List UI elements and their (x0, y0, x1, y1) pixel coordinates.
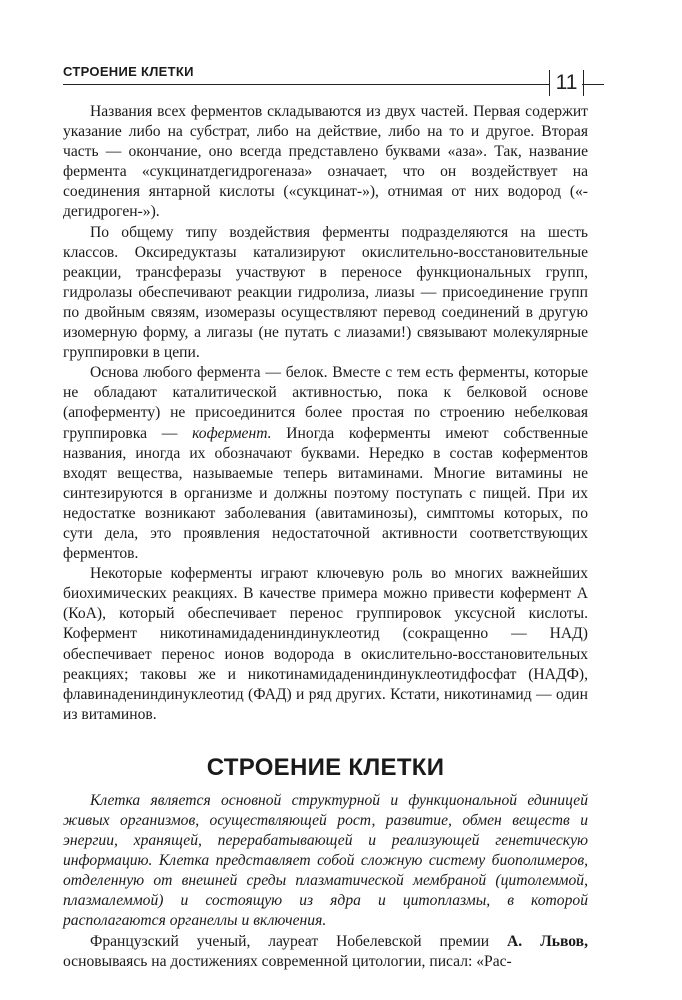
paragraph-enzyme-names: Названия всех ферментов складываются из двух частей. Первая содержит указание либо на субстрат, либо на действие, либо на то и другое. Вторая часть — окончание, оно всегда представлено буквами «аза». Так, название фермента «сукцинатдегидрогеназа» означает, что он воздействует на соединения янтарной кислоты («сукцинат-»), отнимая от них водород («-дегидроген-»). (63, 103, 588, 221)
paragraph-text: Основа любого фермента — белок. Вместе с тем есть ферменты, которые не обладают каталитической активностью, пока к белковой основе (апоферменту) не присоединится более простая по строению небелковая группировка — (63, 364, 588, 442)
body-text (63, 102, 588, 972)
paragraph-text: основываясь на достижениях современной цитологии, писал: «Рас- (63, 952, 512, 970)
author-name: А. Львов, (507, 932, 589, 950)
running-head: СТРОЕНИЕ КЛЕТКИ (63, 64, 194, 79)
term-coenzyme: кофермент. (192, 424, 272, 442)
paragraph-coenzymes (63, 363, 588, 564)
paragraph-text: Французский ученый, лауреат Нобелевской премии (90, 932, 508, 950)
paragraph-key-coenzymes: Некоторые коферменты играют ключевую роль во многих важнейших биохимических реакциях. В качестве примера можно привести кофермент А (КоА), который обеспечивает перенос группировок уксусной кислоты. Кофермент никотинамидадениндинуклеотид (сокращенно — НАД) обеспечивает перенос ионов водорода в окислительно-восстановительных реакциях; таковы же и никотинамидадениндинуклеотидфосфат (НАДФ), флавинадениндинуклеотид (ФАД) и ряд других. Кстати, никотинамид — один из витаминов. (63, 565, 588, 723)
page-number-rule (582, 84, 604, 85)
page-number: 11 (549, 70, 584, 96)
section-title: СТРОЕНИЕ КЛЕТКИ (206, 753, 445, 781)
paragraph-enzyme-classes: По общему типу воздействия ферменты подразделяются на шесть классов. Оксиредуктазы катализируют окислительно-восстановительные реакции, трансферазы участвуют в переносе функциональных групп, гидролазы обеспечивают реакции гидролиза, лиазы — присоединение групп по двойным связям, изомеразы осуществляют перевод соединений в другую изомерную форму, а лигазы (не путать с лиазами!) связывают молекулярные группировки в цепи. (63, 223, 588, 362)
header-rule (63, 84, 550, 85)
section-lead: Клетка является основной структурной и функциональной единицей живых организмов, осуществляющей рост, развитие, обмен веществ и энергии, хранящей, перерабатывающей и реализующей генетическую информацию. Клетка представляет собой сложную систему биополимеров, отделенную от внешней среды плазматической мембраной (цитолеммой, плазмалеммой) и состоящую из ядра и цитоплазмы, в которой располагаются органеллы и включения. (63, 791, 588, 930)
paragraph-text: Иногда коферменты имеют собственные названия, иногда их обозначают буквами. Нередко в состав коферментов входят вещества, называемые теперь витаминами. Многие витамины не синтезируются в организме и должны поэтому поступать с пищей. При их недостатке возникают заболевания (авитаминозы), симптомы которых, по сути дела, это проявления недостаточной активности соответствующих ферментов. (63, 424, 588, 563)
paragraph-lvov (63, 932, 588, 972)
